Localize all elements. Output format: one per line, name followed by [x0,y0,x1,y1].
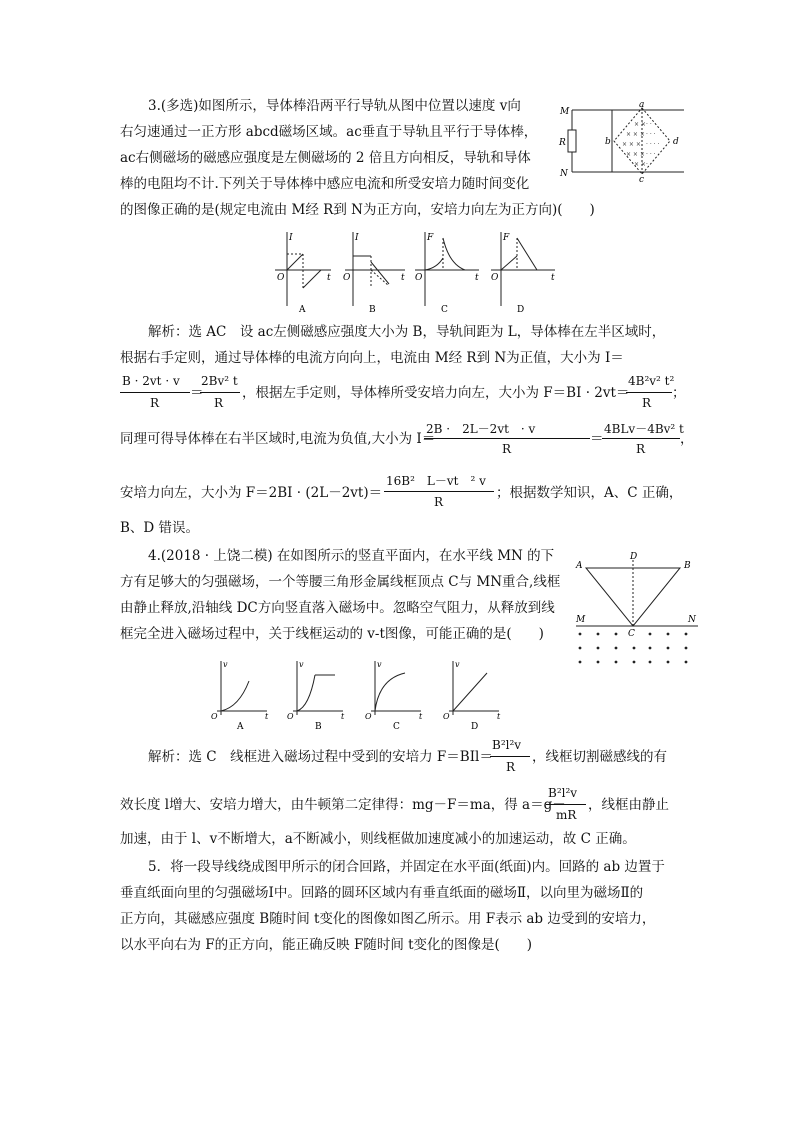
q4-graph-B [287,660,345,731]
svg-text:D: D [471,722,479,731]
q5-line-1: 5．将一段导线绕成图甲所示的闭合回路，并固定在水平面(纸面)内。回路的 ab 边置于 [148,859,665,875]
q3-graph-C [415,232,479,314]
label-b: b [605,137,611,147]
svg-text:A: A [576,561,583,571]
svg-text:v: v [299,660,304,669]
q4-graph-D [443,660,501,731]
q3-solution-1: 解析：选 AC 设 ac左侧磁感应强度大小为 B，导轨间距为 L，导体棒在左半区域时， [148,324,666,340]
q5-line-3: 正方向，其磁感应强度 B随时间 t变化的图像如图乙所示。用 F表示 ab 边受到的安培力， [120,911,656,927]
q4-line-1: 4.(2018 · 上饶二模) 在如图所示的竖直平面内，在水平线 MN 的下 [148,548,555,564]
svg-text:t: t [401,273,405,283]
svg-text:t: t [551,273,555,283]
q3-option-B-label: B [369,305,376,314]
q3-graph-A [275,232,331,314]
label-d: d [673,137,679,147]
svg-text:· · · ·: · · · · [646,141,660,148]
svg-text:D: D [630,552,638,562]
q3-solution-6: B、D 错误。 [120,520,200,536]
svg-text:v: v [455,660,460,669]
q3-option-graphs [265,228,565,314]
svg-text:F: F [503,233,510,243]
q3-option-C-label: C [441,305,448,314]
q4-triangle-figure [572,550,702,672]
q3-line-2: 右匀速通过一正方形 abcd磁场区域。ac垂直于导轨且平行于导体棒， [120,124,538,140]
q3-rail-figure [558,100,688,182]
q4-line-2: 方有足够大的匀强磁场，一个等腰三角形金属线框顶点 C与 MN重合,线框 [120,574,561,590]
svg-text:C: C [393,722,400,731]
svg-text:× ×: × × [634,161,646,168]
svg-text:t: t [327,273,331,283]
q3-line-5: 的图像正确的是(规定电流由 M经 R到 N为正方向，安培力向左为正方向)( ) [120,202,595,218]
svg-text:O: O [365,712,372,721]
q3-graph-D [491,232,555,314]
svg-text:t: t [265,712,269,721]
label-a: a [639,100,645,110]
q3-line-1: 3.(多选)如图所示，导体棒沿两平行导轨从图中位置以速度 v向 [148,98,521,114]
svg-text:× ×: × × [634,121,646,128]
svg-text:O: O [343,273,351,283]
q3-graph-B [343,232,405,314]
label-N: N [560,169,568,179]
svg-text:O: O [277,273,285,283]
svg-text:t: t [497,712,501,721]
q5-line-2: 垂直纸面向里的匀强磁场Ⅰ中。回路的圆环区域内有垂直纸面的磁场Ⅱ，以向里为磁场Ⅱ的 [120,885,644,901]
svg-text:M: M [576,615,586,625]
svg-text:· · ·: · · · [646,151,656,158]
svg-text:v: v [223,660,228,669]
q3-line-4: 棒的电阻均不计.下列关于导体棒中感应电流和所受安培力随时间变化 [120,176,530,192]
svg-text:F: F [427,233,434,243]
svg-text:O: O [287,712,294,721]
svg-text:C: C [628,629,635,639]
q3-option-D-label: D [517,305,525,314]
q4-line-4: 框完全进入磁场过程中，关于线框运动的 v-t图像，可能正确的是( ) [120,626,544,642]
svg-text:N: N [688,615,696,625]
svg-text:O: O [211,712,218,721]
svg-text:A: A [237,722,244,731]
label-M: M [560,107,570,117]
svg-text:O: O [443,712,450,721]
svg-text:× × ×: × × × [626,151,645,158]
svg-text:× × ×: × × × [622,141,641,148]
svg-text:t: t [475,273,479,283]
svg-text:· ·: · · [646,161,652,168]
q4-graph-C [365,660,423,731]
q3-line-3: ac右侧磁场的磁感应强度是左侧磁场的 2 倍且方向相反，导轨和导体 [120,150,531,166]
svg-text:t: t [341,712,345,721]
q4-solution-3: 加速，由于 l、v不断增大，a不断减小，则线框做加速度减小的加速运动，故 C 正确。 [120,831,636,847]
svg-text:B: B [315,722,322,731]
label-c: c [639,175,645,182]
q5-line-4: 以水平向右为 F的正方向，能正确反映 F随时间 t变化的图像是( ) [120,937,533,953]
svg-text:v: v [377,660,382,669]
svg-text:· · ·: · · · [646,131,656,138]
svg-text:O: O [491,273,499,283]
svg-text:I: I [355,233,359,243]
q4-graph-A [211,660,269,731]
svg-text:· ·: · · [646,121,652,128]
svg-text:O: O [415,273,423,283]
svg-text:B: B [684,561,691,571]
q3-option-A-label: A [299,305,306,314]
q3-solution-2: 根据右手定则，通过导体棒的电流方向向上，电流由 M经 R到 N为正值，大小为 I＝ [120,350,624,366]
q4-line-3: 由静止释放,沿轴线 DC方向竖直落入磁场中。忽略空气阻力，从释放到线 [120,600,555,616]
svg-text:t: t [419,712,423,721]
label-R: R [559,138,566,148]
svg-text:× × ×: × × × [626,131,645,138]
svg-text:I: I [289,233,293,243]
q4-option-graphs [205,655,505,731]
